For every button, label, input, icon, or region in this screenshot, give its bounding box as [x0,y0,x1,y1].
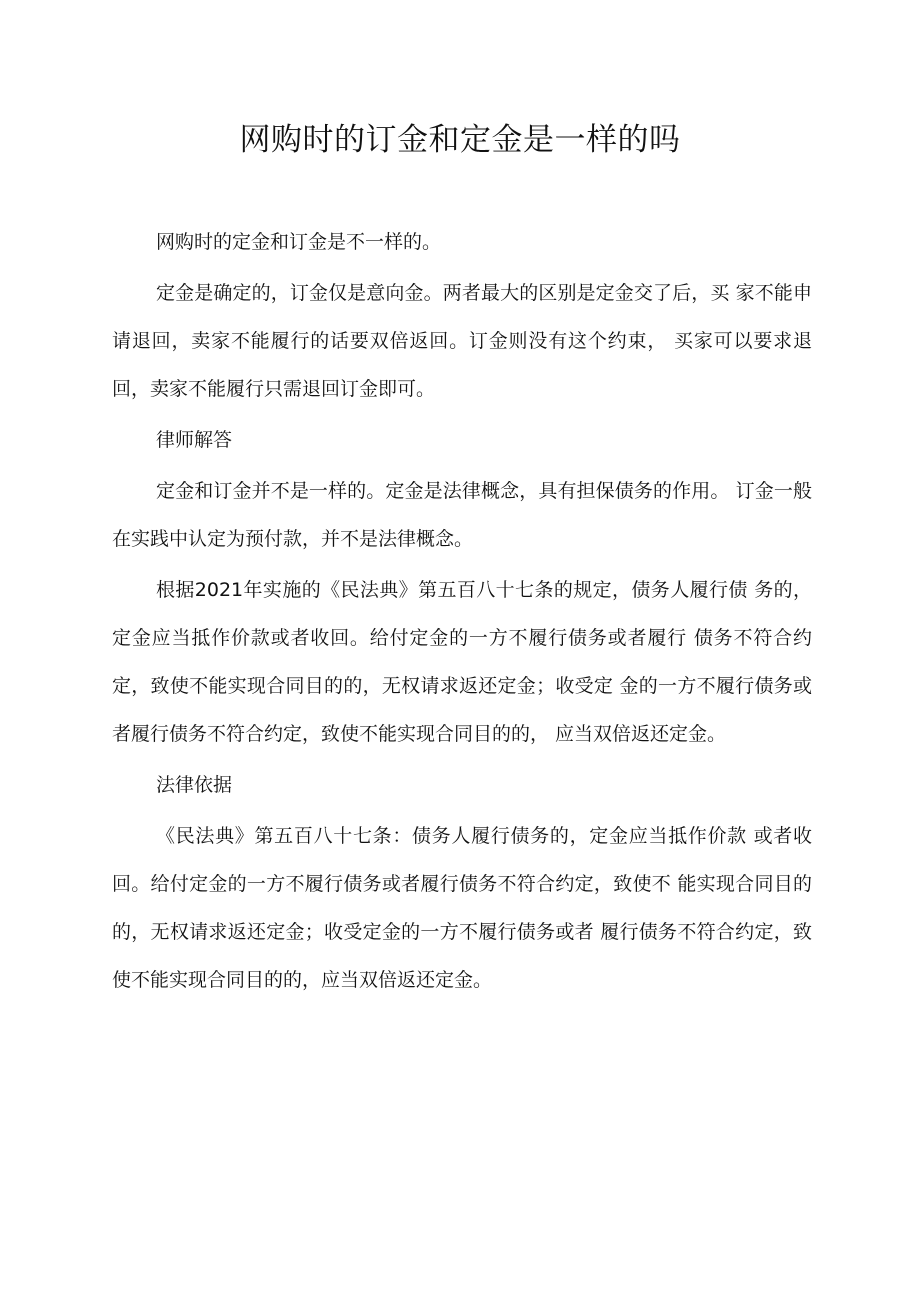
paragraph-civil-code: 根据2021年实施的《民法典》第五百八十七条的规定，债务人履行债 务的，定金应当抵作价款或者收回。给付定金的一方不履行债务或者履行 债务不符合约定，致使不能实现合同目的的，无权请求返还定金；收受定 金的一方不履行债务或者履行债务不符合约定，致使不能实现合同目的的， 应当双倍返还定金。 [112,579,812,745]
heading-lawyer-answer: 律师解答 [156,429,233,451]
paragraph-difference: 定金是确定的，订金仅是意向金。两者最大的区别是定金交了后，买 家不能申请退回，卖家不能履行的话要双倍返回。订金则没有这个约束， 买家可以要求退回，卖家不能履行只需退回订金即可。 [112,282,812,400]
paragraph-legal-basis: 《民法典》第五百八十七条：债务人履行债务的，定金应当抵作价款 或者收回。给付定金的一方不履行债务或者履行债务不符合约定，致使不 能实现合同目的的，无权请求返还定金；收受定金的一方不履行债务或者 履行债务不符合约定，致使不能实现合同目的的，应当双倍返还定金。 [112,825,812,991]
document-title: 网购时的订金和定金是一样的吗 [239,122,681,158]
heading-legal-basis: 法律依据 [156,774,233,796]
paragraph-intro: 网购时的定金和订金是不一样的。 [156,231,442,253]
paragraph-lawyer-answer: 定金和订金并不是一样的。定金是法律概念，具有担保债务的作用。 订金一般在实践中认定为预付款，并不是法律概念。 [112,480,812,550]
document-body [112,218,812,1007]
